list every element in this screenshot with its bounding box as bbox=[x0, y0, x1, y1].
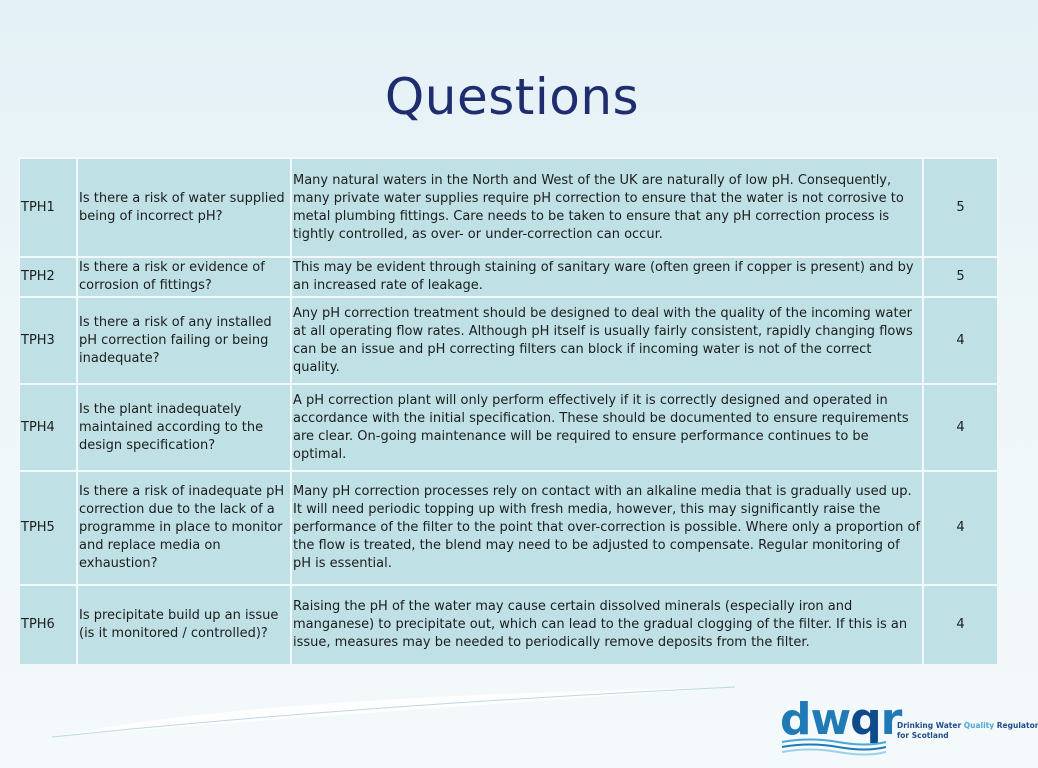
row-id: TPH5 bbox=[19, 471, 77, 585]
row-id: TPH4 bbox=[19, 384, 77, 471]
logo-tagline: Drinking Water Quality Regulator for Scotland bbox=[897, 721, 1038, 740]
row-question: Is there a risk or evidence of corrosion of fittings? bbox=[77, 257, 291, 297]
row-guidance: Many natural waters in the North and West of the UK are naturally of low pH. Consequently, many private water supplies require pH correction to ensure that the water is not corrosive to metal plumbing fittings. Care needs to be taken to ensure that any pH correction process is tightly controlled, as over- or under-correction can occur. bbox=[291, 158, 923, 257]
row-id: TPH2 bbox=[19, 257, 77, 297]
row-id: TPH6 bbox=[19, 585, 77, 665]
table-row bbox=[19, 257, 998, 297]
questions-table bbox=[18, 157, 999, 666]
row-score: 4 bbox=[923, 585, 998, 665]
table-row bbox=[19, 471, 998, 585]
row-question: Is precipitate build up an issue (is it monitored / controlled)? bbox=[77, 585, 291, 665]
logo-waves-icon bbox=[780, 738, 890, 754]
row-question: Is there a risk of water supplied being of incorrect pH? bbox=[77, 158, 291, 257]
row-score: 4 bbox=[923, 471, 998, 585]
slide-title: Questions bbox=[384, 68, 640, 126]
row-score: 4 bbox=[923, 297, 998, 384]
dwqr-logo bbox=[780, 694, 1038, 760]
row-guidance: A pH correction plant will only perform effectively if it is correctly designed and operated in accordance with the initial specification. These should be documented to ensure requirements are clear. On-going maintenance will be required to ensure performance continues to be optimal. bbox=[291, 384, 923, 471]
row-guidance: This may be evident through staining of sanitary ware (often green if copper is present) and by an increased rate of leakage. bbox=[291, 257, 923, 297]
row-question: Is there a risk of inadequate pH correction due to the lack of a programme in place to monitor and replace media on exhaustion? bbox=[77, 471, 291, 585]
decorative-swoosh bbox=[40, 685, 740, 745]
table-row bbox=[19, 585, 998, 665]
row-question: Is the plant inadequately maintained according to the design specification? bbox=[77, 384, 291, 471]
logo-wordmark: dwqr bbox=[780, 694, 902, 745]
row-id: TPH1 bbox=[19, 158, 77, 257]
row-question: Is there a risk of any installed pH correction failing or being inadequate? bbox=[77, 297, 291, 384]
row-score: 5 bbox=[923, 158, 998, 257]
row-guidance: Raising the pH of the water may cause certain dissolved minerals (especially iron and manganese) to precipitate out, which can lead to the gradual clogging of the filter. If this is an issue, measures may be needed to periodically remove deposits from the filter. bbox=[291, 585, 923, 665]
table-row bbox=[19, 297, 998, 384]
row-id: TPH3 bbox=[19, 297, 77, 384]
row-guidance: Many pH correction processes rely on contact with an alkaline media that is gradually used up. It will need periodic topping up with fresh media, however, this may significantly raise the performance of the filter to the point that over-correction is possible. Where only a proportion of the flow is treated, the blend may need to be adjusted to compensate. Regular monitoring of pH is essential. bbox=[291, 471, 923, 585]
row-guidance: Any pH correction treatment should be designed to deal with the quality of the incoming water at all operating flow rates. Although pH itself is usually fairly consistent, rapidly changing flows can be an issue and pH correcting filters can block if incoming water is not of the correct quality. bbox=[291, 297, 923, 384]
table-row bbox=[19, 158, 998, 257]
row-score: 4 bbox=[923, 384, 998, 471]
row-score: 5 bbox=[923, 257, 998, 297]
table-row bbox=[19, 384, 998, 471]
